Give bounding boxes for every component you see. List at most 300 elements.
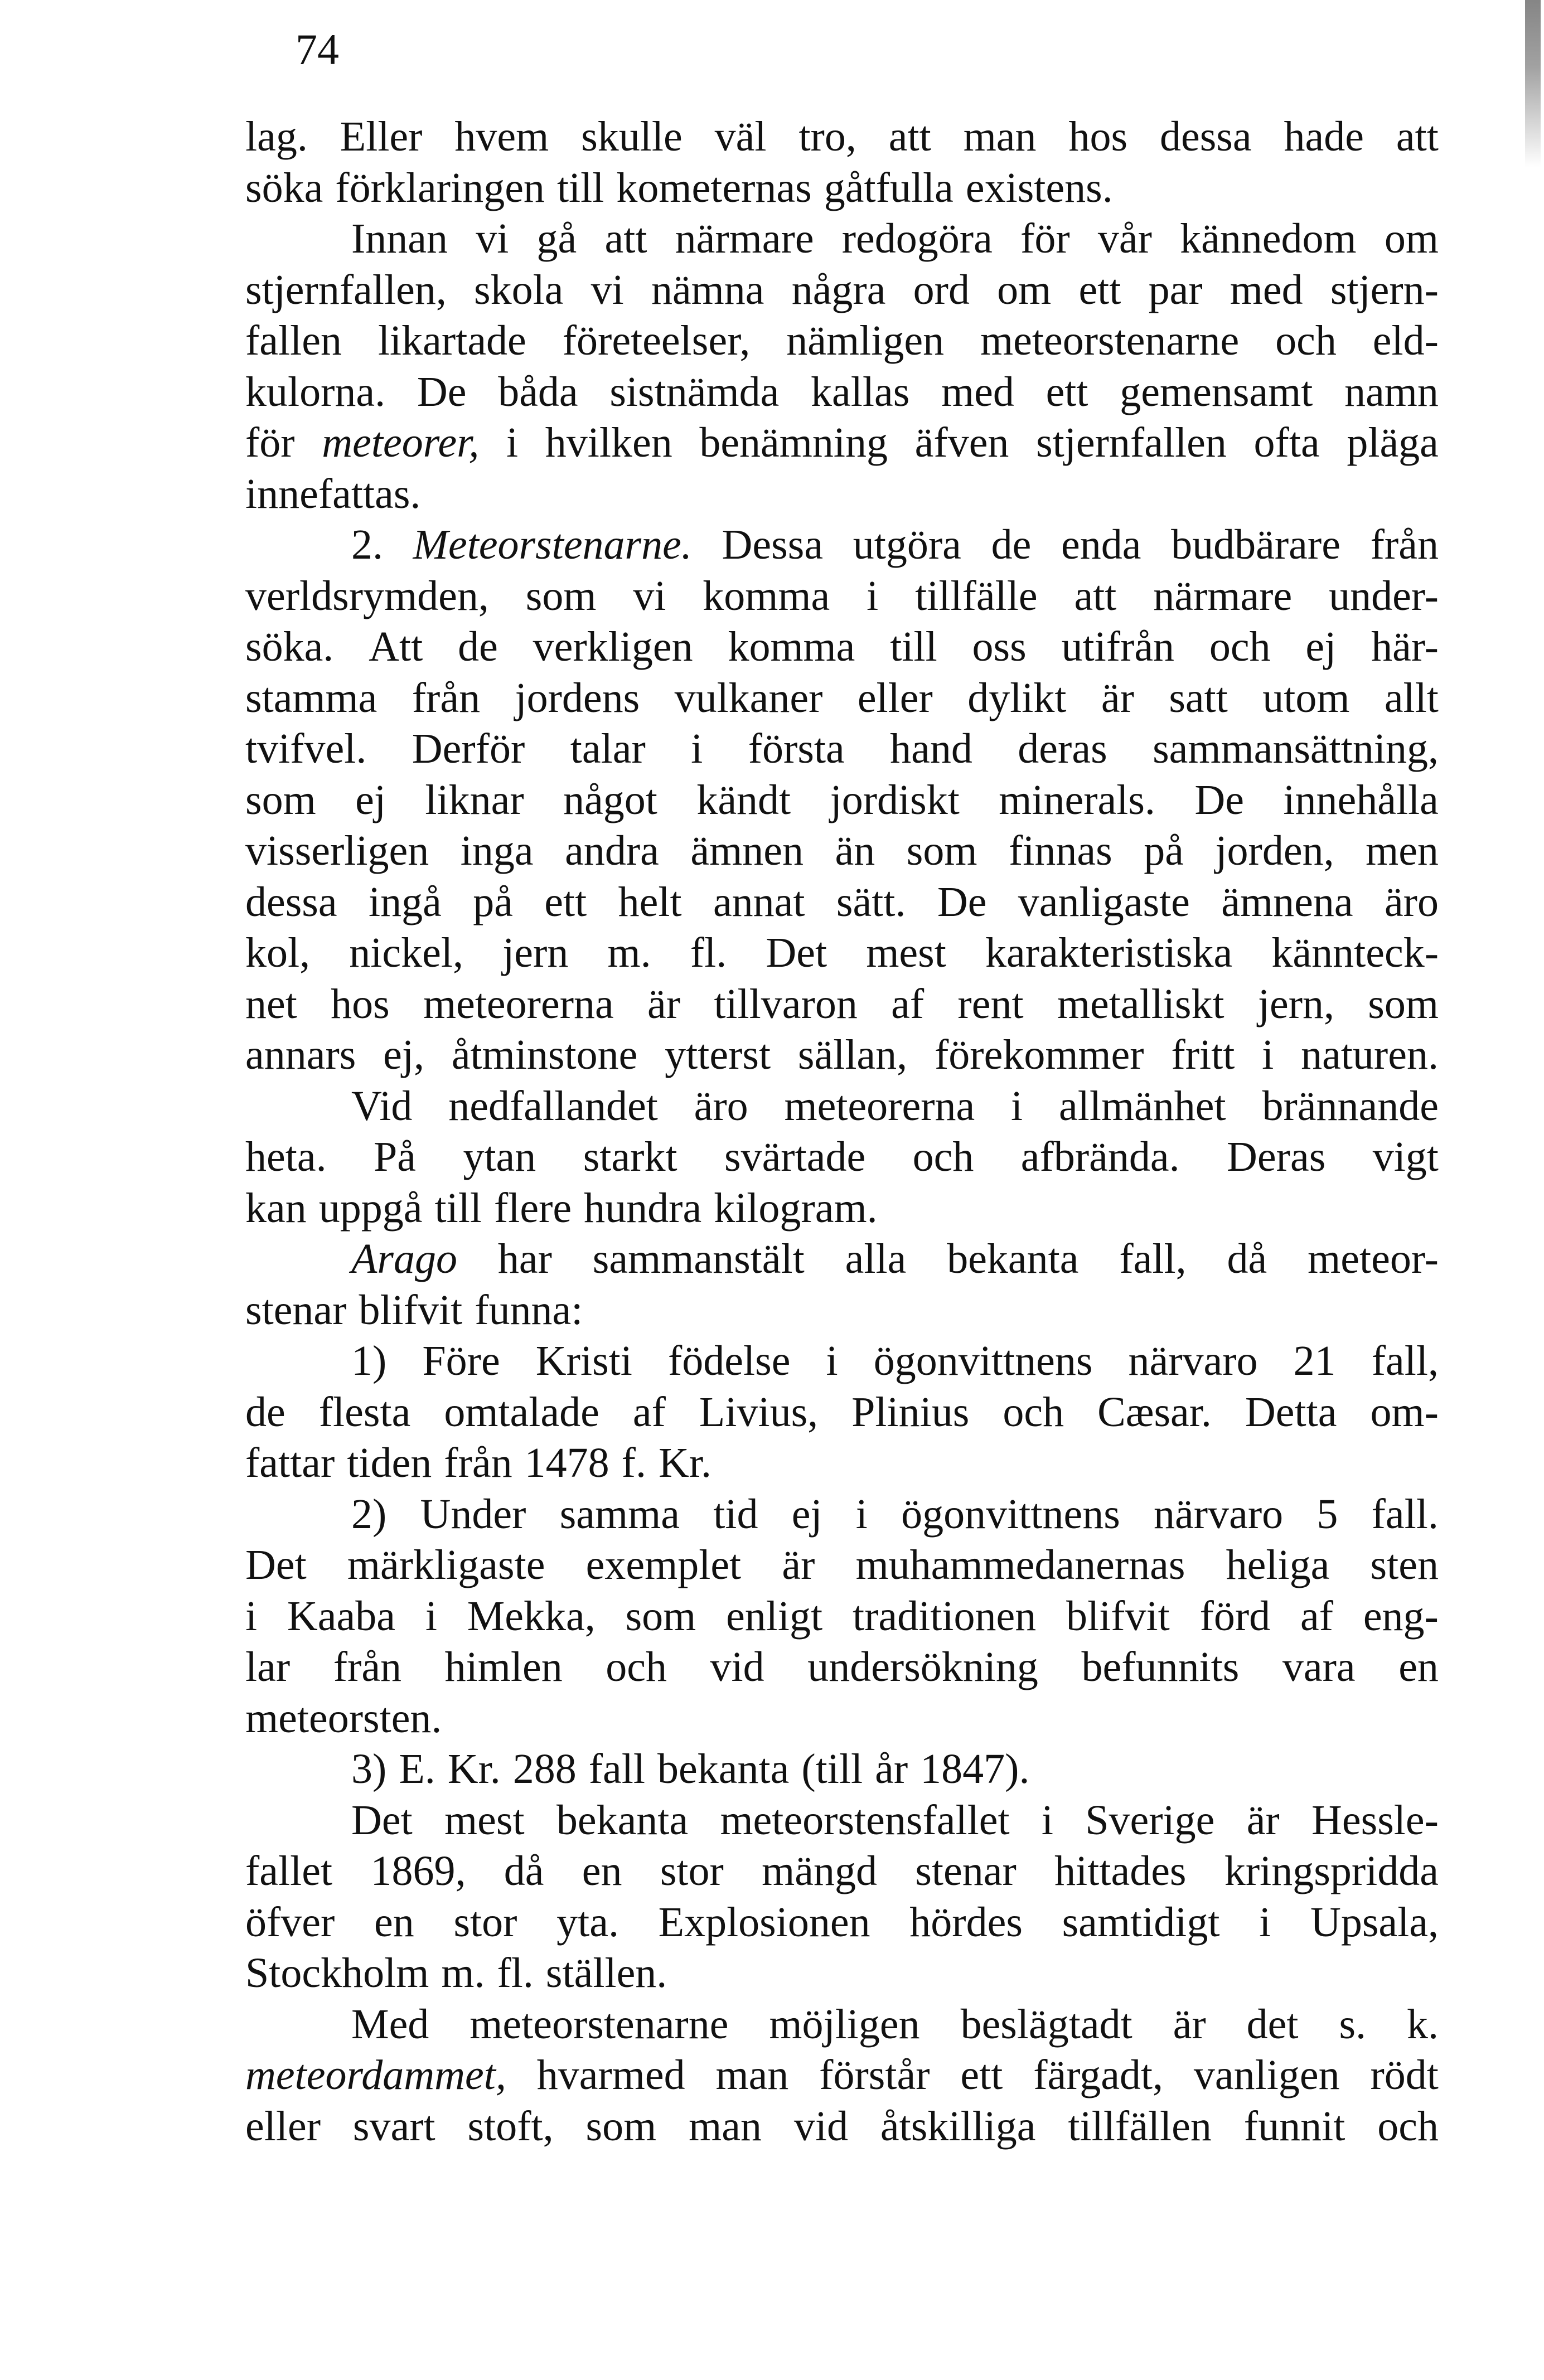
word: bekanta	[556, 1796, 689, 1844]
word: i	[506, 419, 519, 466]
word: några	[791, 266, 886, 313]
word: kännteck-	[1271, 929, 1439, 976]
word: gå	[536, 215, 577, 262]
text-line	[245, 1183, 1439, 1234]
word: Dessa	[722, 521, 824, 568]
word: Sverige	[1085, 1796, 1215, 1844]
word: öfver	[245, 1898, 335, 1946]
word: finnas	[1008, 827, 1112, 874]
word: ett	[1078, 266, 1121, 313]
word: komma	[728, 623, 855, 670]
text-line	[245, 1387, 1439, 1438]
word: himlen	[444, 1644, 563, 1690]
word: samtidigt	[1062, 1898, 1220, 1946]
word: tro,	[798, 113, 856, 160]
word: eller	[857, 674, 933, 721]
word: tvifvel.	[245, 725, 367, 772]
page-number: 74	[296, 25, 339, 74]
word: hvilken	[545, 419, 672, 466]
word: helt	[618, 878, 682, 925]
word: 1478	[524, 1439, 609, 1486]
word: nedfallandet	[448, 1082, 658, 1130]
word: heliga	[1226, 1542, 1330, 1588]
text-line	[245, 1846, 1439, 1897]
word: hittades	[1054, 1848, 1187, 1894]
word: vi	[633, 572, 666, 619]
word: uppgå	[318, 1184, 423, 1232]
word: samma	[559, 1490, 680, 1538]
text-line	[245, 724, 1439, 775]
word: net	[245, 980, 297, 1027]
word: fall,	[1119, 1235, 1187, 1282]
word: svart	[352, 2102, 435, 2150]
text-line	[245, 1234, 1439, 1285]
word: närmare	[1153, 572, 1293, 619]
word: blifvit	[359, 1286, 463, 1334]
word: meteorsten.	[245, 1694, 442, 1742]
word: nämligen	[786, 317, 945, 364]
word: bekanta	[947, 1235, 1079, 1282]
word: fall.	[1371, 1490, 1439, 1538]
word: De	[937, 878, 987, 925]
word: sätt.	[836, 878, 906, 925]
word: meteorerna	[784, 1082, 975, 1130]
word: sällan,	[797, 1031, 908, 1078]
word: Eller	[340, 113, 423, 160]
word: 5	[1316, 1490, 1338, 1538]
word: rödt	[1370, 2052, 1439, 2098]
text-line	[245, 622, 1439, 673]
word: det	[1246, 2000, 1299, 2048]
word: tiden	[347, 1439, 432, 1486]
word: metalliskt	[1057, 980, 1224, 1027]
word: af	[632, 1388, 666, 1436]
word: äfven	[914, 419, 1009, 466]
word: rent	[957, 980, 1024, 1027]
word: år	[875, 1746, 908, 1792]
word: som	[585, 2102, 657, 2150]
word: förekommer	[934, 1031, 1144, 1078]
body-text	[245, 112, 1439, 2152]
word: meteorstenarne	[470, 2000, 729, 2048]
text-line	[245, 418, 1439, 469]
word: hos	[331, 980, 390, 1027]
text-line	[245, 1795, 1439, 1846]
word: jordiskt	[830, 776, 960, 823]
word: stor	[453, 1898, 517, 1946]
word: jern	[502, 929, 569, 976]
word: utgöra	[853, 521, 961, 568]
text-line	[245, 316, 1439, 367]
word: flesta	[318, 1388, 411, 1436]
word: som	[525, 572, 597, 619]
word: 1847).	[920, 1746, 1030, 1792]
word: kännedom	[1180, 215, 1357, 262]
word: tid	[713, 1490, 758, 1538]
word: som	[906, 827, 977, 874]
word: ett	[1046, 368, 1088, 415]
word: om	[997, 266, 1052, 313]
word: fattar	[245, 1439, 335, 1486]
word: ett	[960, 2052, 1003, 2098]
text-line	[245, 1591, 1439, 1642]
word: till	[890, 623, 937, 670]
word: ytterst	[665, 1031, 771, 1078]
word: från	[412, 674, 481, 721]
word: stjernfallen	[1036, 419, 1227, 466]
word: båda	[498, 368, 578, 415]
text-line	[245, 1438, 1439, 1489]
word: enligt	[726, 1592, 823, 1640]
word: annars	[245, 1031, 356, 1078]
word: komma	[703, 572, 830, 619]
word: en	[582, 1848, 622, 1894]
word: verldsrymden,	[245, 572, 489, 619]
word: stor	[660, 1848, 724, 1894]
word: satt	[1169, 674, 1228, 721]
word: Det	[245, 1542, 307, 1588]
word: tillfälle	[915, 572, 1038, 619]
word: blifvit	[1066, 1592, 1170, 1640]
word: dessa	[245, 878, 337, 925]
word: dessa	[1159, 113, 1252, 160]
word: och	[912, 1133, 974, 1180]
word: vi	[476, 215, 509, 262]
word: meteordammet,	[245, 2052, 506, 2098]
word: På	[374, 1133, 417, 1180]
text-line	[245, 214, 1439, 265]
word: 3)	[351, 1746, 387, 1792]
word: Under	[420, 1490, 526, 1538]
word: traditionen	[852, 1592, 1037, 1640]
word: Kr.	[658, 1439, 712, 1486]
word: förstår	[819, 2052, 930, 2098]
word: väl	[714, 113, 767, 160]
word: för	[1020, 215, 1070, 262]
word: och	[1275, 317, 1337, 364]
word: redogöra	[841, 215, 993, 262]
word: Före	[422, 1337, 500, 1384]
word: här-	[1371, 623, 1439, 670]
text-line	[245, 571, 1439, 622]
word: flere	[493, 1184, 572, 1232]
word: visserligen	[245, 827, 429, 874]
text-line	[245, 1897, 1439, 1948]
word: förd	[1199, 1592, 1271, 1640]
word: annat	[713, 878, 805, 925]
word: par	[1148, 266, 1203, 313]
text-line	[245, 1948, 1439, 1999]
word: minerals.	[999, 776, 1155, 823]
word: sammansättning,	[1153, 725, 1439, 772]
word: fall,	[1371, 1337, 1439, 1384]
word: Hessle-	[1311, 1796, 1439, 1844]
word: 21	[1293, 1337, 1336, 1384]
word: Detta	[1245, 1388, 1337, 1436]
word: är	[1173, 2000, 1206, 2048]
word: vår	[1097, 215, 1152, 262]
word: s.	[1339, 2000, 1367, 2048]
word: talar	[570, 725, 646, 772]
word: Livius,	[699, 1388, 819, 1436]
word: att	[604, 215, 647, 262]
word: pläga	[1347, 419, 1439, 466]
word: heta.	[245, 1133, 327, 1180]
word: meteorstenarne	[980, 317, 1240, 364]
word: ett	[544, 878, 587, 925]
word: vulkaner	[674, 674, 823, 721]
word: med	[1230, 266, 1303, 313]
word: existens.	[965, 164, 1113, 211]
word: från	[1370, 521, 1439, 568]
word: meteorerna	[423, 980, 614, 1027]
word: hade	[1284, 113, 1364, 160]
word: budbärare	[1171, 521, 1340, 568]
word: hvarmed	[536, 2052, 685, 2098]
text-line	[245, 1693, 1439, 1744]
word: man	[963, 113, 1037, 160]
word: alla	[845, 1235, 907, 1282]
word: funna:	[475, 1286, 583, 1334]
word: De	[1194, 776, 1244, 823]
word: utifrån	[1061, 623, 1175, 670]
word: födelse	[667, 1337, 791, 1384]
word: man	[715, 2052, 789, 2098]
word: kulorna.	[245, 368, 386, 415]
word: brännande	[1262, 1082, 1439, 1130]
word: kol,	[245, 929, 311, 976]
word: i	[826, 1337, 838, 1384]
word: gåtfulla	[824, 164, 953, 211]
word: meteorer,	[322, 419, 480, 466]
word: på	[473, 878, 513, 925]
text-line	[245, 979, 1439, 1030]
word: och	[1377, 2102, 1439, 2150]
word: meteor-	[1308, 1235, 1439, 1282]
word: ställen.	[545, 1950, 667, 1996]
word: under-	[1329, 572, 1439, 619]
word: de	[458, 623, 498, 670]
word: funnit	[1243, 2102, 1345, 2150]
word: åtskilliga	[880, 2102, 1036, 2150]
word: i	[1041, 1796, 1053, 1844]
word: vi	[591, 266, 624, 313]
word: muhammedanernas	[855, 1542, 1185, 1588]
text-line	[245, 1081, 1439, 1132]
word: naturen.	[1301, 1031, 1439, 1078]
word: tillvaron	[714, 980, 858, 1027]
word: (till	[801, 1746, 863, 1792]
word: ögonvittnens	[901, 1490, 1120, 1538]
word: Upsala,	[1310, 1898, 1439, 1946]
word: är	[647, 980, 681, 1027]
word: afbrända.	[1020, 1133, 1180, 1180]
word: att	[1396, 113, 1439, 160]
word: vigt	[1372, 1133, 1439, 1180]
word: än	[835, 827, 875, 874]
word: liknar	[425, 776, 524, 823]
word: mest	[444, 1796, 525, 1844]
word: verkligen	[533, 623, 693, 670]
text-line	[245, 469, 1439, 520]
text-line	[245, 1132, 1439, 1183]
text-line	[245, 2050, 1439, 2101]
word: har	[497, 1235, 552, 1282]
word: ytan	[463, 1133, 536, 1180]
word: hundra	[584, 1184, 702, 1232]
word: möjligen	[769, 2000, 920, 2048]
word: k.	[1407, 2000, 1439, 2048]
word: deras	[1018, 725, 1107, 772]
word: Derför	[412, 725, 525, 772]
word: som	[245, 776, 316, 823]
text-line	[245, 1336, 1439, 1387]
word: kometernas	[616, 164, 812, 211]
word: dylikt	[967, 674, 1067, 721]
word: närmare	[675, 215, 814, 262]
word: åtminstone	[451, 1031, 638, 1078]
word: och	[1003, 1388, 1064, 1436]
word: till	[556, 164, 604, 211]
word: m.	[607, 929, 651, 976]
word: likartade	[377, 317, 526, 364]
word: Med	[351, 2000, 429, 2048]
word: Deras	[1227, 1133, 1326, 1180]
text-line	[245, 775, 1439, 826]
word: lar	[245, 1644, 291, 1690]
word: Plinius	[851, 1388, 970, 1436]
word: märkligaste	[347, 1542, 545, 1588]
word: benämning	[699, 419, 888, 466]
word: från	[444, 1439, 512, 1486]
word: svärtade	[724, 1133, 866, 1180]
word: Kristi	[535, 1337, 632, 1384]
word: för	[245, 419, 295, 466]
word: af	[891, 980, 925, 1027]
text-line	[245, 673, 1439, 724]
word: f.	[621, 1439, 646, 1486]
word: karakteristiska	[985, 929, 1233, 976]
word: stenar	[915, 1848, 1017, 1894]
word: Kr.	[447, 1746, 501, 1792]
word: och	[606, 1644, 667, 1690]
word: kallas	[811, 368, 910, 415]
word: Meteorstenarne.	[413, 521, 692, 568]
word: ej	[355, 776, 386, 823]
word: som	[1368, 980, 1439, 1027]
word: fallen	[245, 317, 342, 364]
word: nickel,	[349, 929, 463, 976]
word: i	[1011, 1082, 1023, 1130]
word: E.	[399, 1746, 435, 1792]
word: i	[1262, 1031, 1274, 1078]
word: yta.	[556, 1898, 619, 1946]
word: befunnits	[1081, 1644, 1240, 1690]
word: de	[245, 1388, 285, 1436]
word: är	[1246, 1796, 1280, 1844]
word: då	[1227, 1235, 1267, 1282]
word: 1869,	[370, 1848, 466, 1894]
word: meteorstensfallet	[720, 1796, 1010, 1844]
word: söka.	[245, 623, 334, 670]
word: vid	[793, 2102, 849, 2150]
word: Att	[369, 623, 423, 670]
word: i	[691, 725, 703, 772]
word: exemplet	[585, 1542, 742, 1588]
word: mängd	[762, 1848, 878, 1894]
word: Det	[351, 1796, 413, 1844]
word: ämnen	[690, 827, 804, 874]
word: vid	[710, 1644, 764, 1690]
word: ingå	[368, 878, 442, 925]
word: innefattas.	[245, 470, 421, 517]
word: som	[625, 1592, 696, 1640]
word: fl.	[690, 929, 727, 976]
word: vanligen	[1193, 2052, 1340, 2098]
word: stjernfallen,	[245, 266, 447, 313]
word: 1)	[351, 1337, 387, 1384]
text-line	[245, 520, 1439, 571]
word: undersökning	[807, 1644, 1038, 1690]
word: omtalade	[444, 1388, 599, 1436]
word: kringspridda	[1224, 1848, 1439, 1894]
word: från	[333, 1644, 402, 1690]
word: första	[748, 725, 845, 772]
word: hand	[890, 725, 972, 772]
word: skola	[474, 266, 564, 313]
text-line	[245, 1999, 1439, 2051]
word: andra	[565, 827, 659, 874]
word: är	[782, 1542, 815, 1588]
text-line	[245, 1642, 1439, 1693]
word: starkt	[583, 1133, 677, 1180]
word: och	[1209, 623, 1271, 670]
word: nämna	[651, 266, 764, 313]
word: ögonvittnens	[873, 1337, 1093, 1384]
text-line	[245, 112, 1439, 163]
word: stamma	[245, 674, 377, 721]
word: sistnämda	[609, 368, 780, 415]
word: Det	[766, 929, 827, 976]
word: att	[1074, 572, 1117, 619]
word: kan	[245, 1184, 307, 1232]
word: att	[888, 113, 931, 160]
scan-edge-shadow	[1525, 0, 1541, 167]
word: närvaro	[1154, 1490, 1284, 1538]
word: i	[425, 1592, 437, 1640]
word: ämnena	[1221, 878, 1353, 925]
word: något	[563, 776, 657, 823]
word: allt	[1384, 674, 1439, 721]
word: hvem	[454, 113, 549, 160]
word: namn	[1344, 368, 1439, 415]
word: hördes	[909, 1898, 1023, 1946]
word: eller	[245, 2102, 321, 2150]
word: om	[1384, 215, 1439, 262]
word: är	[1101, 674, 1134, 721]
word: jordens	[515, 674, 640, 721]
word: 2.	[351, 521, 383, 568]
word: utom	[1262, 674, 1350, 721]
word: Explosionen	[658, 1898, 870, 1946]
word: Mekka,	[467, 1592, 596, 1640]
word: vanligaste	[1018, 878, 1190, 925]
word: inga	[460, 827, 534, 874]
text-line	[245, 1744, 1439, 1795]
word: skulle	[581, 113, 683, 160]
word: ej,	[383, 1031, 425, 1078]
word: vara	[1282, 1644, 1356, 1690]
